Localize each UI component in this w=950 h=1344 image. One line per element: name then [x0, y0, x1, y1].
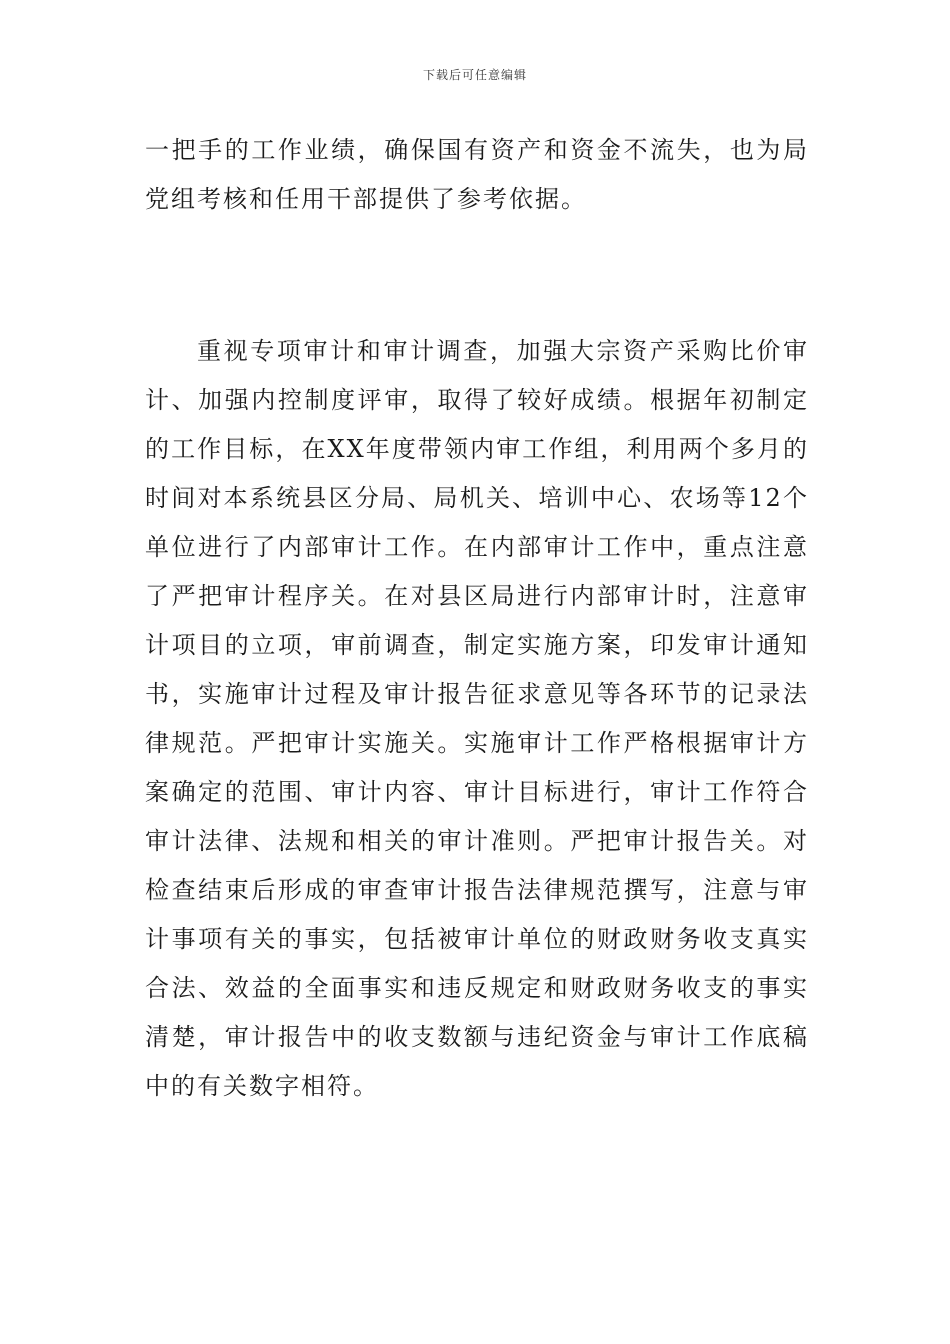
header-note: 下载后可任意编辑 — [422, 68, 527, 82]
paragraph-2: 重视专项审计和审计调查，加强大宗资产采购比价审计、加强内控制度评审，取得了较好成绩。根据年初制定的工作目标，在XX年度带领内审工作组，利用两个多月的时间对本系统县区分局、局机关、培训中心、农场等12个单位进行了内部审计工作。在内部审计工作中，重点注意了严把审计程序关。在对县区局进行内部审计时，注意审计项目的立项，审前调查，制定实施方案，印发审计通知书，实施审计过程及审计报告征求意见等各环节的记录法律规范。严把审计实施关。实施审计工作严格根据审计方案确定的范围、审计内容、审计目标进行，审计工作符合审计法律、法规和相关的审计准则。严把审计报告关。对检查结束后形成的审查审计报告法律规范撰写，注意与审计事项有关的事实，包括被审计单位的财政财务收支真实合法、效益的全面事实和违反规定和财政财务收支的事实清楚，审计报告中的收支数额与违纪资金与审计工作底稿中的有关数字相符。 — [145, 337, 809, 1100]
paragraph-1: 一把手的工作业绩，确保国有资产和资金不流失，也为局党组考核和任用干部提供了参考依据。 — [145, 136, 809, 213]
